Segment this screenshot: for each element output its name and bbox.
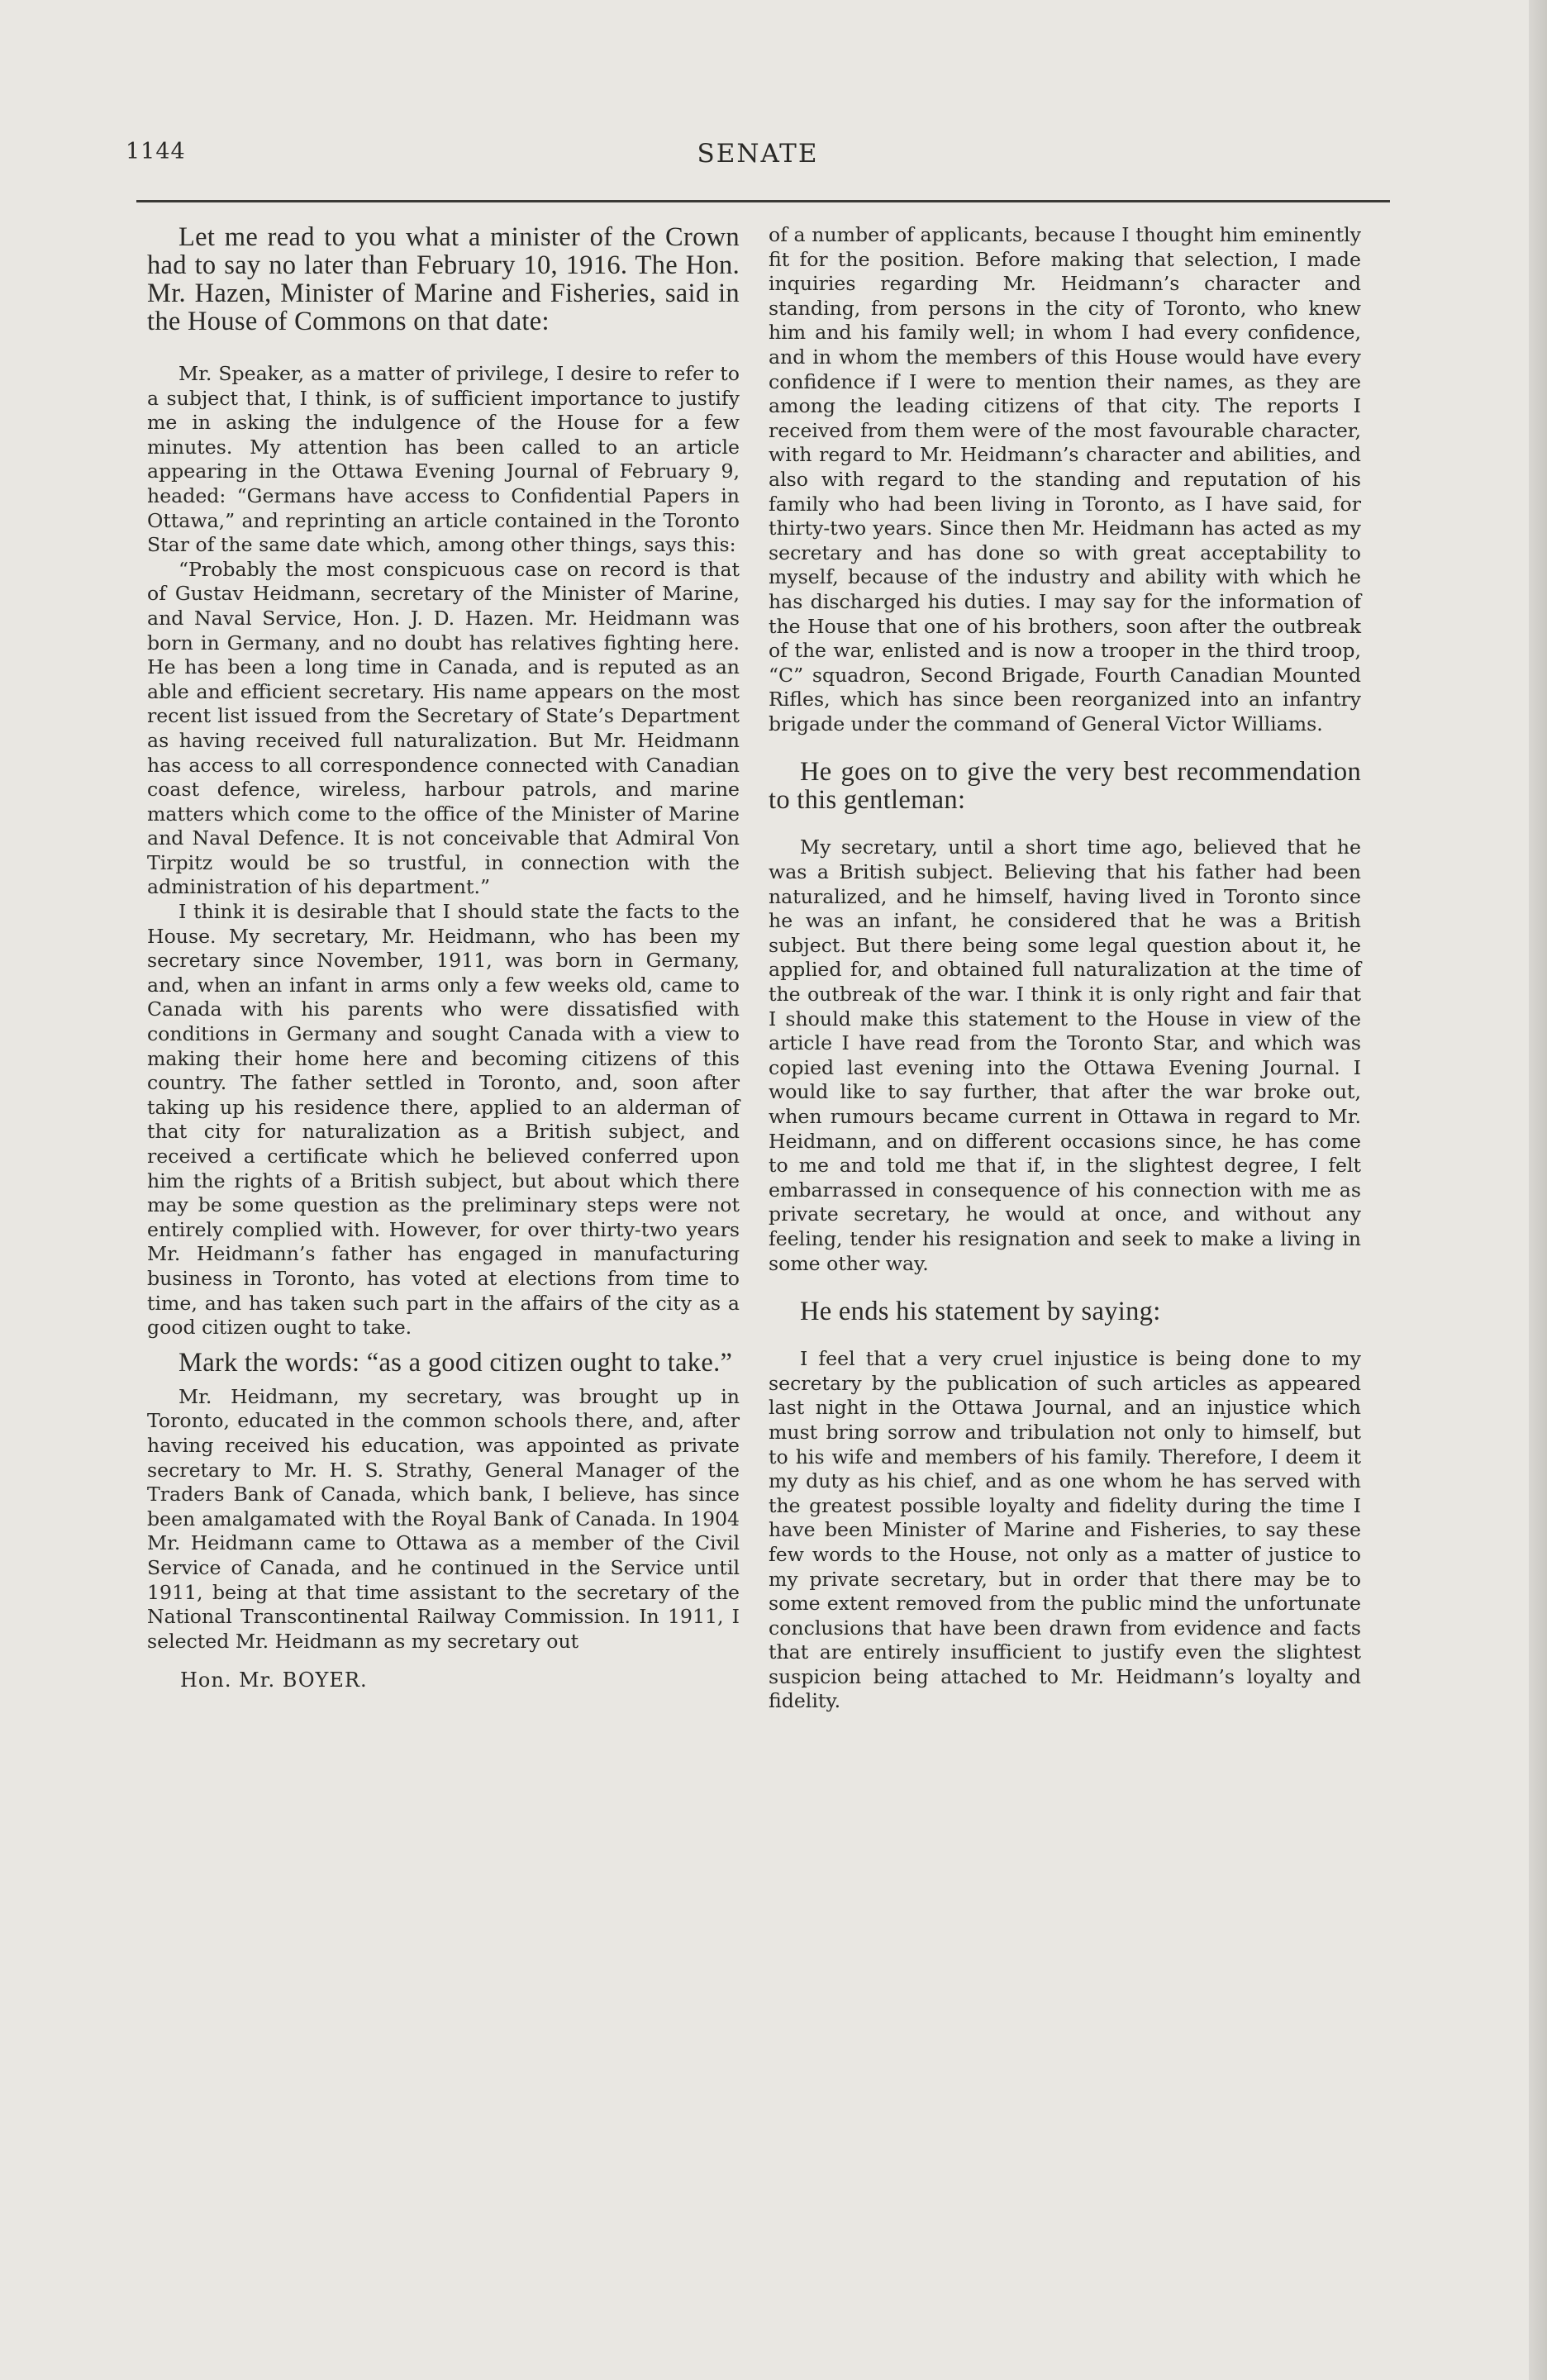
quote-paragraph: Mr. Heidmann, my secretary, was brought up in Toronto, educated in the common schools there, and, after having received his education, was appointed as private secretary to Mr. H. S. Strathy, General Manager of the Traders Bank of Canada, which bank, I believe, has since been amalgamated with the Royal Bank of Canada. In 1904 Mr. Heidmann came to Ottawa as a member of the Civil Service of Canada, and he continued in the Service until 1911, being at that time assistant to the secretary of the National Transcontinental Railway Commission. In 1911, I selected Mr. Heidmann as my secretary out bbox=[147, 1384, 740, 1653]
quote-paragraph: “Probably the most conspicuous case on record is that of Gustav Heidmann, secretary of the Minister of Marine, and Naval Service, Hon. J. D. Hazen. Mr. Heidmann was born in Germany, and no doubt has relatives fighting here. He has been a long time in Canada, and is reputed as an able and efficient secretary. His name appears on the most recent list issued from the Secretary of State’s Department as having received full naturalization. But Mr. Heidmann has access to all correspondence connected with Canadian coast defence, wireless, harbour patrols, and marine matters which come to the office of the Minister of Marine and Naval Defence. It is not conceivable that Admiral Von Tirpitz would be so trustful, in connection with the administration of his department.” bbox=[147, 557, 740, 899]
left-column bbox=[147, 223, 740, 1692]
quote-paragraph: I think it is desirable that I should state the facts to the House. My secretary, Mr. Heidmann, who has been my secretary since November, 1911, was born in Germany, and, when an infant in arms only a few weeks old, came to Canada with his parents who were dissatisfied with conditions in Germany and sought Canada with a view to making their home here and becoming citizens of this country. The father settled in Toronto, and, soon after taking up his residence there, applied to an alderman of that city for naturalization as a British subject, and received a certificate which he believed conferred upon him the rights of a British subject, but about which there may be some question as the preliminary steps were not entirely complied with. However, for over thirty-two years Mr. Heidmann’s father has engaged in manufacturing business in Toronto, has voted at elections from time to time, and has taken such part in the affairs of the city as a good citizen ought to take. bbox=[147, 900, 740, 1340]
intro-paragraph: Let me read to you what a minister of the Crown had to say no later than February 10, 1916. The Hon. Mr. Hazen, Minister of Marine and Fisheries, said in the House of Commons on that date: bbox=[147, 222, 740, 336]
speaker-label: Hon. Mr. BOYER. bbox=[180, 1668, 368, 1692]
quote-paragraph: My secretary, until a short time ago, believed that he was a British subject. Believing that his father had been naturalized, and he himself, having lived in Toronto since he was an infant, he considered that he was a British subject. But there being some legal question about it, he applied for, and obtained full naturalization at the time of the outbreak of the war. I think it is only right and fair that I should make this statement to the House in view of the article I have read from the Toronto Star, and which was copied last evening into the Ottawa Evening Journal. I would like to say further, that after the war broke out, when rumours became current in Ottawa in regard to Mr. Heidmann, and on different occasions since, he has come to me and told me that if, in the slightest degree, I felt embarrassed in consequence of his connection with me as private secretary, he would at once, and without any feeling, tender his resignation and seek to make a living in some other way. bbox=[769, 835, 1361, 1275]
remark-paragraph: He ends his statement by saying: bbox=[800, 1297, 1161, 1327]
page-header bbox=[126, 139, 1390, 180]
header-rule bbox=[136, 200, 1390, 202]
page-number: 1144 bbox=[126, 139, 186, 164]
page-edge-shadow bbox=[1529, 0, 1547, 2380]
running-head: SENATE bbox=[697, 139, 819, 169]
right-column bbox=[769, 223, 1361, 1714]
remark-paragraph: He goes on to give the very best recommendation to this gentleman: bbox=[769, 757, 1361, 816]
remark-paragraph: Mark the words: “as a good citizen ought to take.” bbox=[178, 1347, 733, 1378]
quote-paragraph: Mr. Speaker, as a matter of privilege, I desire to refer to a subject that, I think, is of sufficient importance to justify me in asking the indulgence of the House for a few minutes. My attention has been called to an article appearing in the Ottawa Evening Journal of February 9, headed: “Germans have access to Confidential Papers in Ottawa,” and reprinting an article contained in the Toronto Star of the same date which, among other things, says this: bbox=[147, 362, 740, 557]
quote-paragraph: I feel that a very cruel injustice is being done to my secretary by the publication of such articles as appeared last night in the Ottawa Journal, and an injustice which must bring sorrow and tribulation not only to himself, but to his wife and members of his family. Therefore, I deem it my duty as his chief, and as one whom he has served with the greatest possible loyalty and fidelity during the time I have been Minister of Marine and Fisheries, to say these few words to the House, not only as a matter of justice to my private secretary, but in order that there may be to some extent removed from the public mind the unfortunate conclusions that have been drawn from evidence and facts that are entirely insufficient to justify even the slightest suspicion being attached to Mr. Heidmann’s loyalty and fidelity. bbox=[769, 1347, 1361, 1713]
quote-paragraph: of a number of applicants, because I thought him eminently fit for the position. Before making that selection, I made inquiries regarding Mr. Heidmann’s character and standing, from persons in the city of Toronto, who knew him and his family well; in whom I had every confidence, and in whom the members of this House would have every confidence if I were to mention their names, as they are among the leading citizens of that city. The reports I received from them were of the most favourable character, with regard to Mr. Heidmann’s character and abilities, and also with regard to the standing and reputation of his family who had been living in Toronto, as I have said, for thirty-two years. Since then Mr. Heidmann has acted as my secretary and has done so with great acceptability to myself, because of the industry and ability with which he has discharged his duties. I may say for the information of the House that one of his brothers, soon after the outbreak of the war, enlisted and is now a trooper in the third troop, “C” squadron, Second Brigade, Fourth Canadian Mounted Rifles, which has since been reorganized into an infantry brigade under the command of General Victor Williams. bbox=[769, 223, 1361, 735]
